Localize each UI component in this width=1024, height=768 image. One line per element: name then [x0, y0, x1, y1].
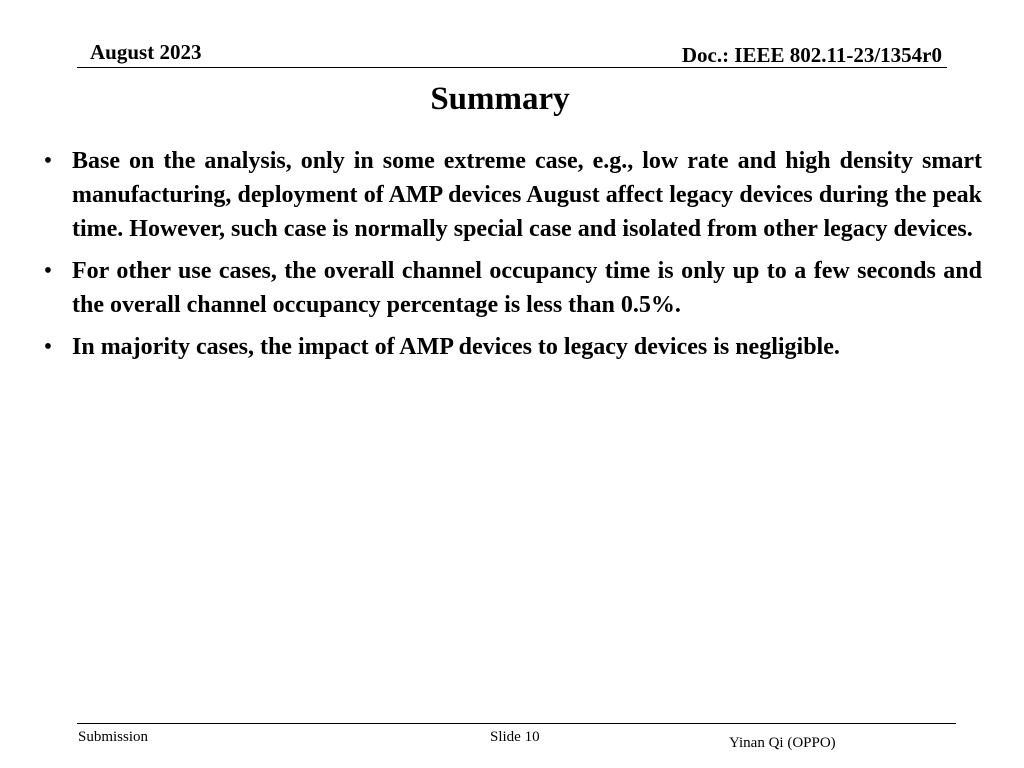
- bullet-point-icon: •: [43, 258, 53, 284]
- bullet-text: Base on the analysis, only in some extreme case, e.g., low rate and high density smart manufacturing, deployment of AMP devices August affect legacy devices during the peak time. However, such case is normally special case and isolated from other legacy devices.: [72, 148, 982, 242]
- footer-author: Yinan Qi (OPPO): [729, 735, 836, 751]
- bullet-text: In majority cases, the impact of AMP devices to legacy devices is negligible.: [72, 334, 840, 360]
- bullet-point-icon: •: [43, 334, 53, 360]
- footer-divider: [77, 723, 956, 724]
- header-document-id: Doc.: IEEE 802.11-23/1354r0: [681, 43, 942, 67]
- bullet-item: [38, 330, 982, 364]
- slide-title: Summary: [430, 81, 570, 117]
- bullet-item: [38, 144, 982, 246]
- bullet-text: For other use cases, the overall channel occupancy time is only up to a few seconds and the overall channel occupancy percentage is less than 0.5%.: [72, 258, 982, 318]
- bullet-item: [38, 254, 982, 322]
- footer-slide-number: Slide 10: [490, 729, 540, 745]
- footer-submission: Submission: [78, 729, 149, 745]
- bullet-point-icon: •: [43, 148, 53, 174]
- header-divider: [77, 67, 947, 68]
- bullet-list: [38, 144, 982, 372]
- header-date: August 2023: [90, 40, 202, 64]
